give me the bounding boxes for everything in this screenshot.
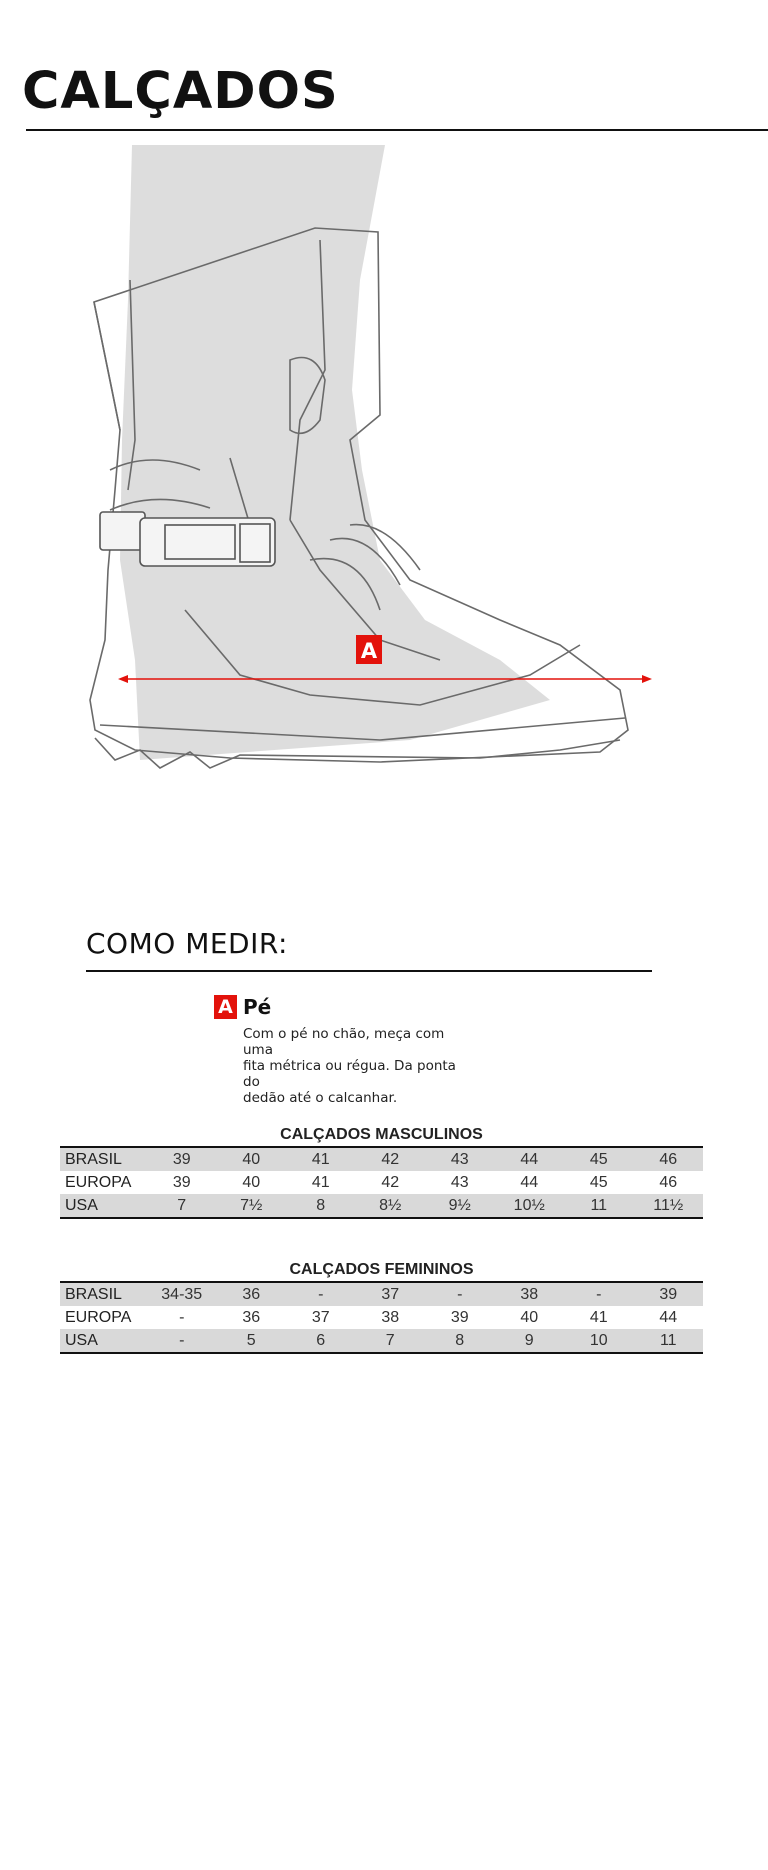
table-cell: 46 xyxy=(659,1173,678,1191)
table-cell: 39 xyxy=(634,1282,704,1306)
male-size-table xyxy=(60,1146,703,1219)
table-cell: 9 xyxy=(495,1329,565,1353)
table-cell: 44 xyxy=(520,1173,539,1191)
table-cell: 40 xyxy=(242,1173,261,1191)
table-row xyxy=(60,1282,703,1306)
female-size-table xyxy=(60,1281,703,1354)
row-label: BRASIL xyxy=(60,1282,147,1306)
table-cell: 7 xyxy=(147,1194,217,1218)
table-cell: - xyxy=(147,1329,217,1353)
female-table-title: CALÇADOS FEMININOS xyxy=(289,1261,474,1278)
table-cell: 43 xyxy=(450,1173,469,1191)
measure-desc-line: Com o pé no chão, meça com uma xyxy=(243,1026,445,1058)
table-cell: 11½ xyxy=(634,1194,704,1218)
table-cell: 41 xyxy=(589,1308,608,1326)
table-cell: 41 xyxy=(286,1147,356,1171)
table-cell: 40 xyxy=(217,1147,287,1171)
female-size-section xyxy=(60,1259,703,1354)
table-cell: 38 xyxy=(381,1308,400,1326)
table-cell: 39 xyxy=(450,1308,469,1326)
table-cell: 8½ xyxy=(356,1194,426,1218)
table-cell: 39 xyxy=(172,1173,191,1191)
male-size-section xyxy=(60,1124,703,1219)
table-cell: 11 xyxy=(564,1194,634,1218)
row-label: BRASIL xyxy=(60,1147,147,1171)
measure-a-description xyxy=(243,1026,468,1106)
table-cell: 42 xyxy=(381,1173,400,1191)
table-cell: 43 xyxy=(425,1147,495,1171)
table-cell: 41 xyxy=(311,1173,330,1191)
table-cell: 11 xyxy=(634,1329,704,1353)
table-cell: - xyxy=(425,1282,495,1306)
table-cell: 36 xyxy=(242,1308,261,1326)
title-divider xyxy=(26,129,768,131)
table-cell: 36 xyxy=(217,1282,287,1306)
table-row xyxy=(60,1147,703,1171)
table-cell: 8 xyxy=(286,1194,356,1218)
table-cell: 9½ xyxy=(425,1194,495,1218)
table-cell: 39 xyxy=(147,1147,217,1171)
table-cell: 7½ xyxy=(217,1194,287,1218)
table-cell: 8 xyxy=(425,1329,495,1353)
table-cell: - xyxy=(286,1282,356,1306)
table-cell: 6 xyxy=(286,1329,356,1353)
boot-illustration xyxy=(80,140,690,900)
table-cell: 38 xyxy=(495,1282,565,1306)
leg-silhouette xyxy=(120,145,550,760)
measure-desc-line: dedão até o calcanhar. xyxy=(243,1090,398,1106)
row-label: EUROPA xyxy=(65,1173,132,1191)
measure-a-label: Pé xyxy=(243,995,272,1019)
table-row xyxy=(60,1306,703,1329)
row-label: USA xyxy=(60,1194,147,1218)
table-cell: 37 xyxy=(356,1282,426,1306)
table-cell: 44 xyxy=(659,1308,678,1326)
table-cell: 10½ xyxy=(495,1194,565,1218)
table-cell: 5 xyxy=(217,1329,287,1353)
howto-divider xyxy=(86,970,652,972)
table-cell: 10 xyxy=(564,1329,634,1353)
measure-desc-line: fita métrica ou régua. Da ponta do xyxy=(243,1058,456,1090)
table-cell: 44 xyxy=(495,1147,565,1171)
table-cell: 45 xyxy=(564,1147,634,1171)
table-row xyxy=(60,1194,703,1218)
table-row xyxy=(60,1329,703,1353)
table-cell: 37 xyxy=(311,1308,330,1326)
table-cell: 40 xyxy=(520,1308,539,1326)
table-cell: 7 xyxy=(356,1329,426,1353)
row-label: USA xyxy=(60,1329,147,1353)
howto-title: COMO MEDIR: xyxy=(86,927,288,960)
measure-a-badge: A xyxy=(214,995,237,1019)
table-row xyxy=(60,1171,703,1194)
male-table-title: CALÇADOS MASCULINOS xyxy=(280,1126,483,1143)
table-cell: 42 xyxy=(356,1147,426,1171)
row-label: EUROPA xyxy=(65,1308,132,1326)
table-cell: - xyxy=(564,1282,634,1306)
table-cell: 46 xyxy=(634,1147,704,1171)
table-cell: 34-35 xyxy=(147,1282,217,1306)
table-cell: 45 xyxy=(589,1173,608,1191)
marker-a-label: A xyxy=(360,639,378,663)
page-title: CALÇADOS xyxy=(22,62,339,121)
table-cell: - xyxy=(179,1308,185,1326)
